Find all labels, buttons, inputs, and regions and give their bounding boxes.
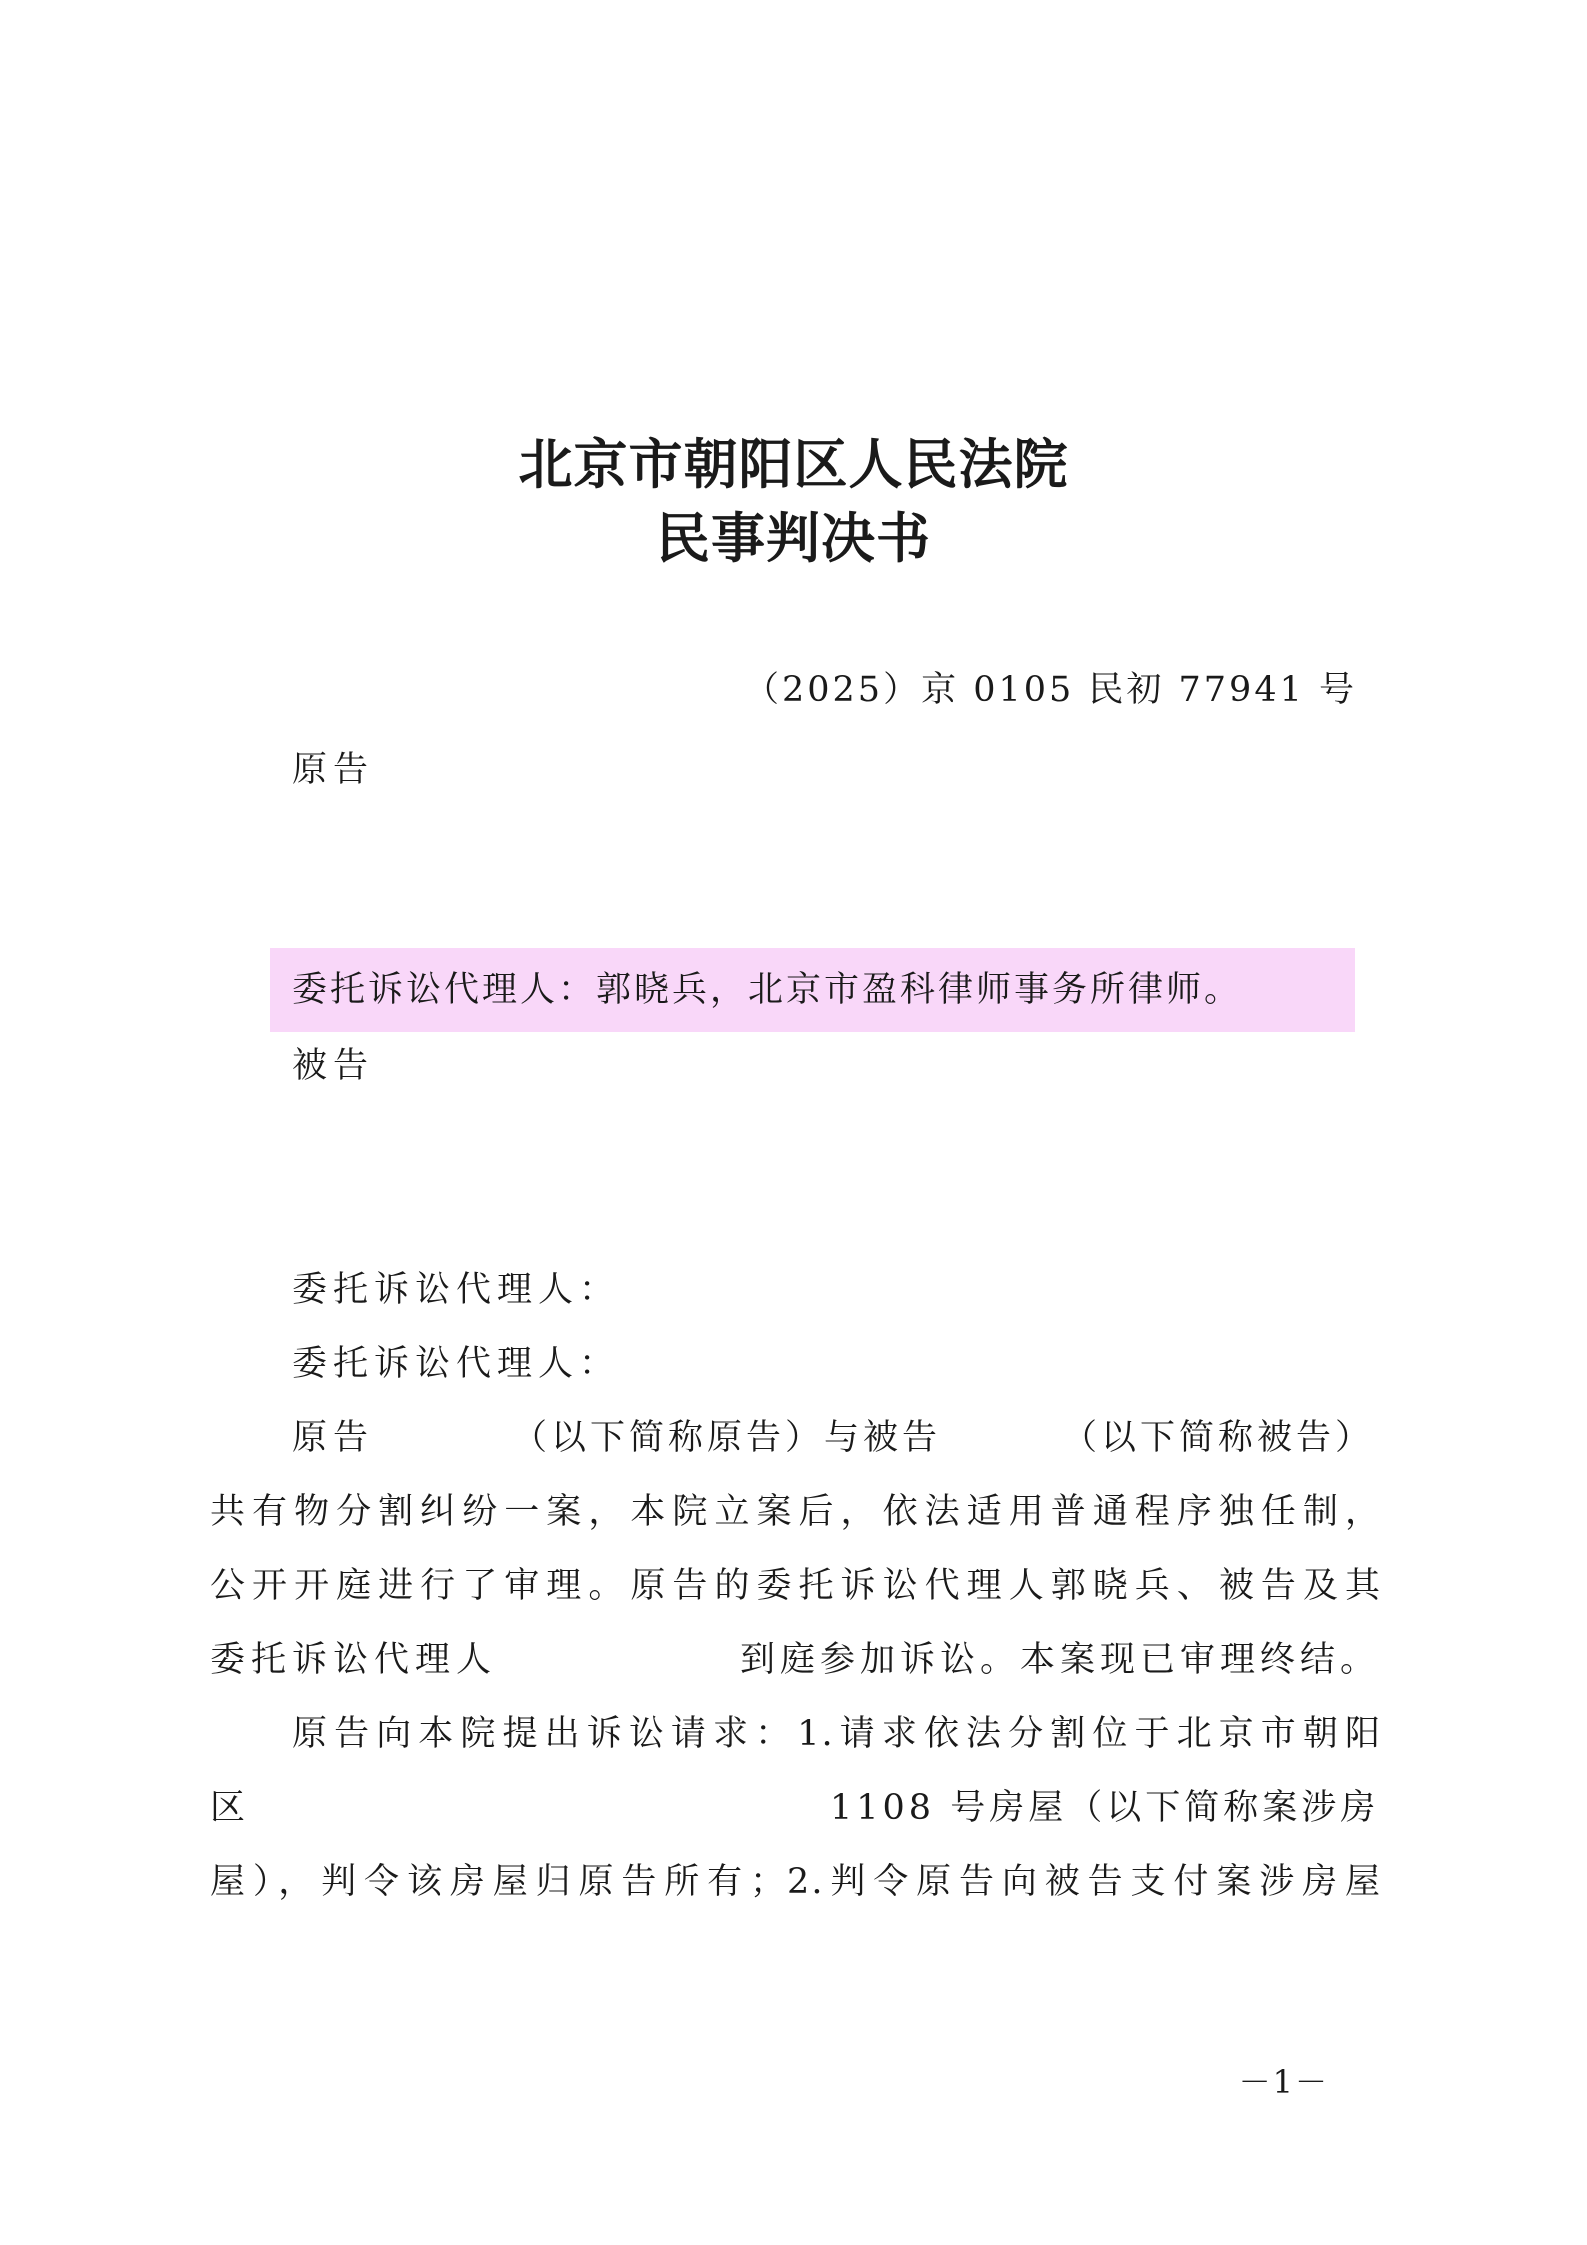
court-name: 北京市朝阳区人民法院 <box>518 432 1069 496</box>
paragraph-text: 区 <box>210 1788 252 1828</box>
paragraph-text: 到庭参加诉讼。本案现已审理终结。 <box>740 1640 1381 1680</box>
case-number: （2025）京 0105 民初 77941 号 <box>744 670 1357 710</box>
defendant-agent-2: 委托诉讼代理人： <box>292 1344 621 1384</box>
paragraph-text: 1108 号房屋（以下简称案涉房 <box>830 1788 1380 1828</box>
defendant-agent-1: 委托诉讼代理人： <box>292 1270 621 1310</box>
page-number: －1－ <box>1238 2063 1329 2101</box>
plaintiff-label: 原告 <box>292 750 375 790</box>
paragraph-text: 委托诉讼代理人 <box>210 1640 498 1680</box>
paragraph-text: （以下简称被告） <box>1062 1418 1375 1458</box>
paragraph-text: 公开开庭进行了审理。原告的委托诉讼代理人郭晓兵、被告及其 <box>210 1566 1382 1606</box>
plaintiff-agent: 委托诉讼代理人：郭晓兵，北京市盈科律师事务所律师。 <box>292 970 1243 1010</box>
paragraph-text: 原告 <box>292 1418 375 1458</box>
defendant-label: 被告 <box>292 1046 375 1086</box>
document-type: 民事判决书 <box>656 506 931 570</box>
paragraph-text: 共有物分割纠纷一案，本院立案后，依法适用普通程序独任制， <box>210 1492 1382 1532</box>
paragraph-text: 原告向本院提出诉讼请求：1.请求依法分割位于北京市朝阳 <box>292 1714 1382 1754</box>
paragraph-text: 屋），判令该房屋归原告所有；2.判令原告向被告支付案涉房屋 <box>210 1862 1382 1902</box>
paragraph-text: （以下简称原告）与被告 <box>512 1418 942 1458</box>
